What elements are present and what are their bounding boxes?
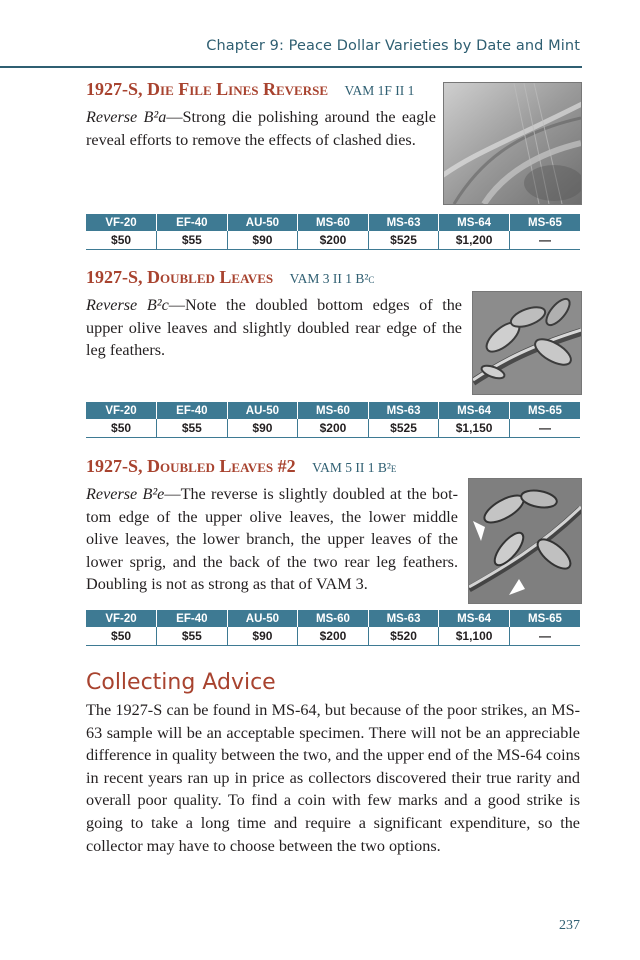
price-cell: $50 [86, 419, 157, 438]
price-cell: $90 [227, 231, 298, 250]
coin-closeup-photo [472, 291, 582, 395]
coin-closeup-photo [468, 478, 582, 604]
price-cell: $90 [227, 627, 298, 646]
variety-title-name: Doubled Leaves #2 [147, 456, 296, 476]
price-cell: — [509, 419, 580, 438]
variety-description [86, 294, 462, 362]
variety-description [86, 106, 436, 151]
coin-closeup-photo [443, 82, 582, 205]
header-rule [0, 66, 582, 68]
grade-header: MS-65 [509, 402, 580, 419]
price-table-row [86, 231, 580, 250]
vam-designation: VAM 3 II 1 B²c [289, 271, 375, 286]
grade-header: VF-20 [86, 214, 157, 231]
grade-header: MS-65 [509, 610, 580, 627]
variety-title-date: 1927-S, [86, 79, 143, 99]
coin-closeup-image [469, 479, 581, 603]
reverse-label: Reverse B²e [86, 485, 165, 503]
grade-header: AU-50 [227, 402, 298, 419]
reverse-label: Reverse B²a [86, 108, 167, 126]
grade-header: MS-60 [298, 402, 369, 419]
price-table-header-row [86, 214, 580, 231]
price-table [86, 402, 580, 438]
price-cell: $1,150 [439, 419, 510, 438]
grade-header: AU-50 [227, 214, 298, 231]
grade-header: MS-63 [368, 610, 439, 627]
grade-header: MS-63 [368, 214, 439, 231]
price-cell: $200 [298, 231, 369, 250]
grade-header: EF-40 [157, 610, 228, 627]
price-cell: $1,100 [439, 627, 510, 646]
variety-title-date: 1927-S, [86, 456, 143, 476]
price-cell: — [509, 627, 580, 646]
price-cell: $1,200 [439, 231, 510, 250]
collecting-advice-text: The 1927-S can be found in MS-64, but because of the poor strikes, an MS-63 sample will be an acceptable specimen. There will not be an appreciable difference in quality between the two, and the upper end of the MS-64 coins in recent years ran up in price as collectors discovered their true rarity and overall poor quality. To find a coin with few marks and a good strike is going to take a long time and require a significant expenditure, so the collector may have to choose between the two options. [86, 701, 580, 855]
grade-header: VF-20 [86, 610, 157, 627]
grade-header: AU-50 [227, 610, 298, 627]
running-head: Chapter 9: Peace Dollar Varieties by Date and Mint [206, 38, 580, 54]
price-cell: $525 [368, 419, 439, 438]
section-title-collecting-advice: Collecting Advice [86, 670, 276, 695]
price-cell: $90 [227, 419, 298, 438]
price-cell: — [509, 231, 580, 250]
grade-header: MS-64 [439, 402, 510, 419]
variety-title [86, 266, 582, 290]
grade-header: EF-40 [157, 214, 228, 231]
grade-header: VF-20 [86, 402, 157, 419]
description-text: —The reverse is slightly doubled at the bottom edge of the upper olive leaves, the lower middle olive leaves, the lower branch, the upper leaves of the lower sprig, and the back of the two rear leg feathers. Doubling is not as strong as that of VAM 3. [86, 485, 458, 593]
grade-header: MS-60 [298, 214, 369, 231]
grade-header: MS-64 [439, 610, 510, 627]
price-cell: $50 [86, 231, 157, 250]
price-cell: $520 [368, 627, 439, 646]
price-cell: $200 [298, 419, 369, 438]
price-cell: $200 [298, 627, 369, 646]
grade-header: MS-63 [368, 402, 439, 419]
vam-designation: VAM 1F II 1 [344, 83, 415, 98]
variety-title-name: Die File Lines Reverse [147, 79, 329, 99]
grade-header: MS-65 [509, 214, 580, 231]
coin-closeup-image [473, 292, 581, 394]
price-cell: $55 [157, 419, 228, 438]
price-table [86, 214, 580, 250]
price-table-row [86, 419, 580, 438]
price-table [86, 610, 580, 646]
price-table-header-row [86, 402, 580, 419]
grade-header: EF-40 [157, 402, 228, 419]
price-cell: $50 [86, 627, 157, 646]
price-cell: $55 [157, 627, 228, 646]
grade-header: MS-64 [439, 214, 510, 231]
price-cell: $55 [157, 231, 228, 250]
price-cell: $525 [368, 231, 439, 250]
grade-header: MS-60 [298, 610, 369, 627]
variety-title-name: Doubled Leaves [147, 267, 274, 287]
variety-description [86, 483, 458, 596]
variety-title [86, 455, 582, 479]
page-number: 237 [559, 918, 580, 933]
variety-title-date: 1927-S, [86, 267, 143, 287]
description-text: —Strong die polishing around the eagle reveal efforts to remove the effects of clashed dies. [86, 108, 436, 149]
price-table-row [86, 627, 580, 646]
price-table-header-row [86, 610, 580, 627]
coin-closeup-image [444, 83, 581, 204]
vam-designation: VAM 5 II 1 B²e [312, 460, 397, 475]
description-text: —Note the doubled bottom edges of the upper olive leaves and slightly doubled rear edge of the leg feathers. [86, 296, 462, 359]
reverse-label: Reverse B²c [86, 296, 169, 314]
